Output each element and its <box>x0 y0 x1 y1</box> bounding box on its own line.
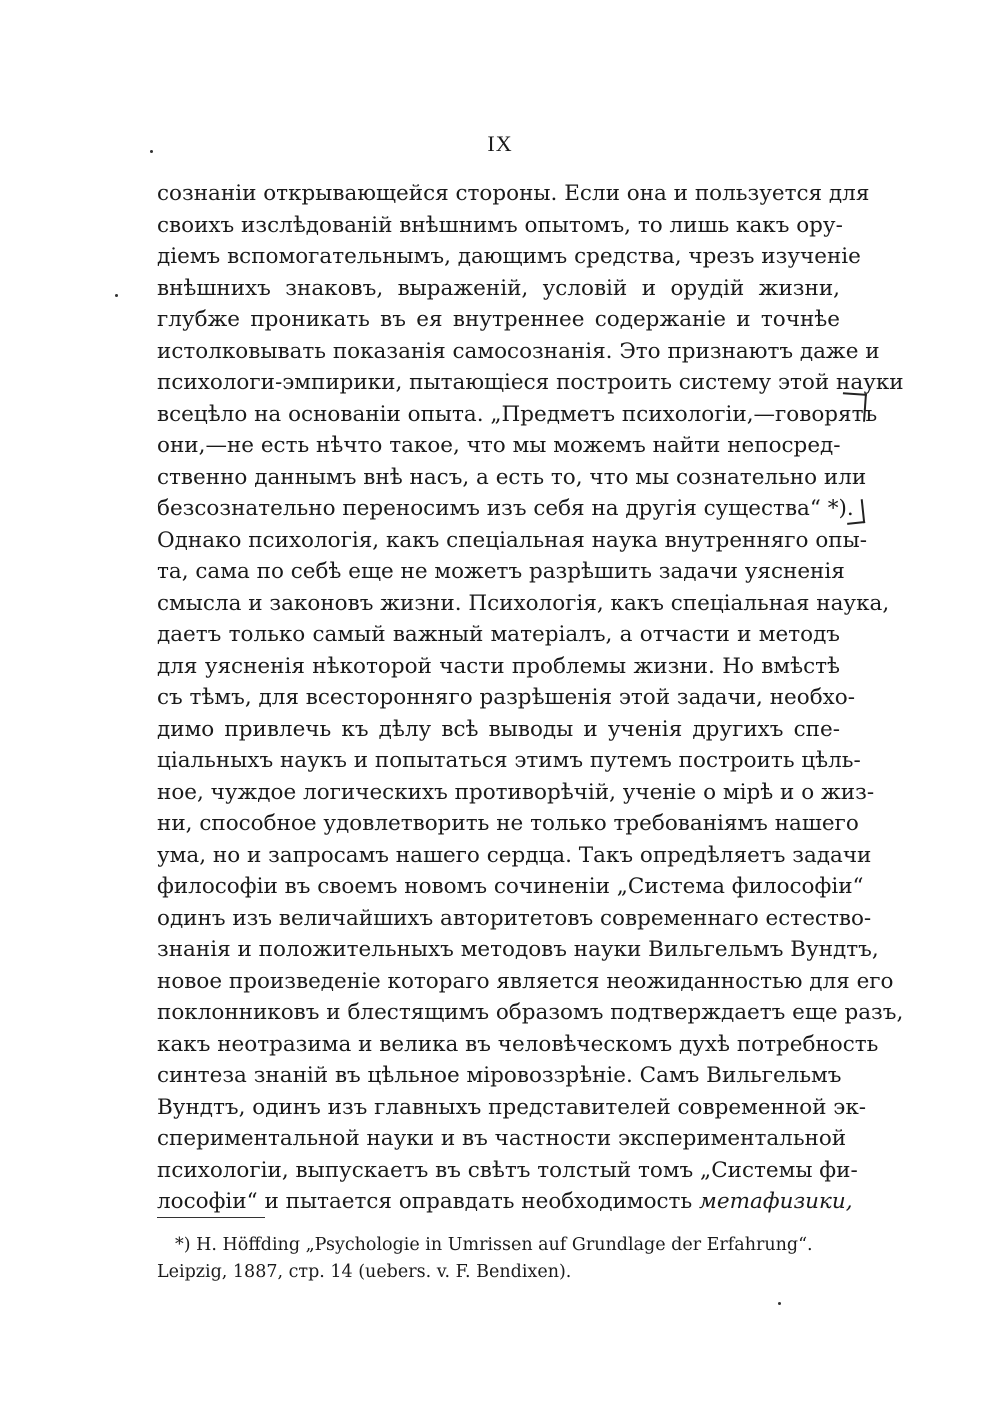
paper-speck-mark <box>115 294 118 297</box>
text-line: поклонниковъ и блестящимъ образомъ подтверждаетъ еще разъ, <box>157 1000 904 1025</box>
text-line: своихъ изслѣдованiй внѣшнимъ опытомъ, то лишь какъ ору- <box>157 212 843 238</box>
paper-speck-mark <box>150 150 153 153</box>
text-line: Однако психологiя, какъ спецiальная наука внутренняго опы- <box>157 527 867 553</box>
text-line: ни, способное удовлетворить не только требованiямъ нашего <box>157 811 859 836</box>
pencil-bracket-top-mark <box>841 392 867 422</box>
text-line: дiемъ вспомогательнымъ, дающимъ средства, чрезъ изученiе <box>157 244 861 269</box>
text-line: психологи-эмпирики, пытающiеся построить систему этой науки <box>157 370 904 395</box>
text-line: ное, чуждое логическихъ противорѣчiй, ученiе о мiрѣ и о жиз- <box>157 779 875 805</box>
pencil-bracket-bottom-mark <box>845 499 865 525</box>
footnote-line-2: Leipzig, 1887, стр. 14 (uebers. v. F. Bendixen). <box>157 1262 572 1282</box>
text-line: съ тѣмъ, для всесторонняго разрѣшенiя этой задачи, необхо- <box>157 685 855 710</box>
text-line: даетъ только самый важный матерiалъ, а отчасти и методъ <box>157 622 840 647</box>
text-line: одинъ изъ величайшихъ авторитетовъ современнаго естество- <box>157 905 872 931</box>
footnote-separator <box>157 1217 265 1218</box>
text-line: Вундтъ, одинъ изъ главныхъ представителей современной эк- <box>157 1094 867 1120</box>
text-line: глубже проникать въ ея внутреннее содержанiе и точнѣе <box>157 307 840 332</box>
text-line: та, сама по себѣ еще не можетъ разрѣшить задачи уясненiя <box>157 559 845 584</box>
text-line-start: лософiи“ и пытается оправдать необходимость <box>157 1189 693 1214</box>
text-line-last <box>157 1186 853 1218</box>
text-line: синтеза знанiй въ цѣльное мiровоззрѣнiе. Самъ Вильгельмъ <box>157 1063 842 1088</box>
text-line: сознанiи открывающейся стороны. Если она и пользуется для <box>157 181 870 206</box>
text-line: димо привлечь къ дѣлу всѣ выводы и ученiя другихъ спе- <box>157 716 840 742</box>
page-number: IX <box>487 131 513 156</box>
text-line: какъ неотразима и велика въ человѣческомъ духѣ потребность <box>157 1031 879 1057</box>
text-line: философiи въ своемъ новомъ сочиненiи „Система философiи“ <box>157 874 864 899</box>
text-line: безсознательно переносимъ изъ себя на другiя существа“ *). <box>157 496 854 521</box>
text-line: спериментальной науки и въ частности экспериментальной <box>157 1126 847 1151</box>
text-line: цiальныхъ наукъ и попытаться этимъ путемъ построить цѣль- <box>157 748 861 773</box>
text-line: смысла и законовъ жизни. Психологiя, какъ спецiальная наука, <box>157 590 890 616</box>
text-line: знанiя и положительныхъ методовъ науки Вильгельмъ Вундтъ, <box>157 937 879 962</box>
text-line: новое произведенiе котораго является неожиданностью для его <box>157 968 894 994</box>
text-line: всецѣло на основанiи опыта. „Предметъ психологiи,—говорятъ <box>157 401 878 427</box>
text-line: ственно даннымъ внѣ насъ, а есть то, что мы сознательно или <box>157 464 867 490</box>
text-line: истолковывать показанiя самосознанiя. Это признаютъ даже и <box>157 338 880 364</box>
paper-speck-mark <box>778 1302 781 1305</box>
text-line: внѣшнихъ знаковъ, выраженiй, условiй и орудiй жизни, <box>157 275 840 301</box>
text-line: для уясненiя нѣкоторой части проблемы жизни. Но вмѣстѣ <box>157 653 840 679</box>
text-line: психологiи, выпускаетъ въ свѣтъ толстый томъ „Системы фи- <box>157 1157 858 1183</box>
emphasized-word: метафизики, <box>699 1189 853 1214</box>
text-line: ума, но и запросамъ нашего сердца. Такъ опредѣляетъ задачи <box>157 842 872 868</box>
footnote-line-1: *) H. Höffding „Psychologie in Umrissen auf Grundlage der Erfahrung“. <box>175 1235 813 1255</box>
body-text <box>157 178 904 1218</box>
text-line: они,—не есть нѣчто такое, что мы можемъ найти непосред- <box>157 433 841 458</box>
